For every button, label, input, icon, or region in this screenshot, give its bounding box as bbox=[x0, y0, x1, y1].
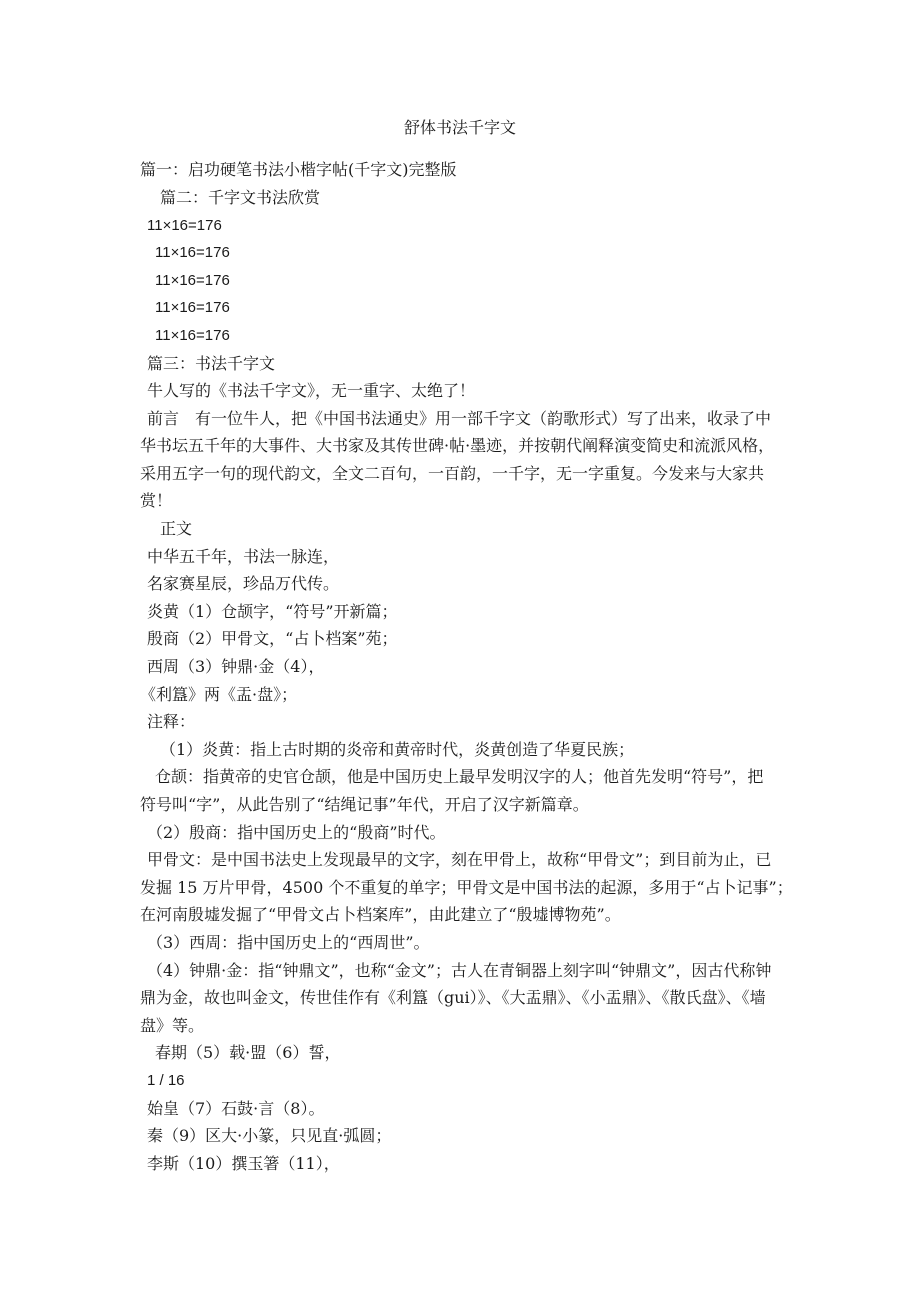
text-line: （1）炎黄：指上古时期的炎帝和黄帝时代，炎黄创造了华夏民族； bbox=[160, 740, 635, 759]
text-line: 篇二：千字文书法欣赏 bbox=[160, 188, 321, 207]
text-line: 牛人写的《书法千字文》，无一重字、太绝了！ bbox=[147, 381, 476, 400]
text-line: 盘》等。 bbox=[140, 1016, 205, 1035]
text-line: 11×16=176 bbox=[155, 327, 230, 344]
text-line: 赏！ bbox=[140, 491, 173, 510]
text-line: 殷商（2）甲骨文，“占卜档案”苑； bbox=[147, 629, 398, 648]
text-line: 11×16=176 bbox=[147, 217, 222, 234]
text-line: （2）殷商：指中国历史上的“殷商”时代。 bbox=[147, 823, 446, 842]
text-line: 鼎为金，故也叫金文，传世佳作有《利簋（gui）》、《大盂鼎》、《小盂鼎》、《散氏盘》、《墙 bbox=[140, 988, 766, 1007]
text-line: （4）钟鼎·金：指“钟鼎文”，也称“金文”；古人在青铜器上刻字叫“钟鼎文”，因古代称钟 bbox=[147, 961, 772, 980]
text-line: 李斯（10）撰玉箸（11）， bbox=[147, 1154, 340, 1173]
text-line: 华书坛五千年的大事件、大书家及其传世碑·帖·墨迹，并按朝代阐释演变简史和流派风格， bbox=[140, 436, 775, 455]
text-line: 11×16=176 bbox=[155, 244, 230, 261]
text-line: 《利簋》两《盂·盘》； bbox=[140, 685, 298, 704]
text-line: 11×16=176 bbox=[155, 299, 230, 316]
document-title: 舒体书法千字文 bbox=[403, 118, 516, 137]
text-line: 中华五千年，书法一脉连， bbox=[147, 547, 340, 566]
text-line: 仓颉：指黄帝的史官仓颉，他是中国历史上最早发明汉字的人；他首先发明“符号”，把 bbox=[155, 767, 764, 786]
page-number: 1 / 16 bbox=[147, 1072, 185, 1089]
text-line: 秦（9）区大·小篆，只见直·弧圆； bbox=[147, 1126, 392, 1145]
text-line: 符号叫“字”，从此告别了“结绳记事”年代，开启了汉字新篇章。 bbox=[140, 795, 589, 814]
text-line: 在河南殷墟发掘了“甲骨文占卜档案库”，由此建立了“殷墟博物苑”。 bbox=[140, 905, 621, 924]
text-line: 采用五字一句的现代韵文，全文二百句，一百韵，一千字，无一字重复。今发来与大家共 bbox=[140, 464, 765, 483]
text-line: 正文 bbox=[160, 519, 193, 538]
text-line: 发掘 15 万片甲骨，4500 个不重复的单字；甲骨文是中国书法的起源，多用于“占卜记事”； bbox=[140, 878, 793, 897]
text-line: 篇一：启功硬笔书法小楷字帖(千字文)完整版 bbox=[140, 160, 457, 179]
text-line: 炎黄（1）仓颉字，“符号”开新篇； bbox=[147, 602, 398, 621]
text-line: （3）西周：指中国历史上的“西周世”。 bbox=[147, 933, 430, 952]
text-line: 11×16=176 bbox=[155, 272, 230, 289]
text-line: 篇三：书法千字文 bbox=[147, 354, 276, 373]
text-line: 春期（5）载·盟（6）誓， bbox=[155, 1043, 341, 1062]
text-line: 始皇（7）石鼓·言（8）。 bbox=[147, 1099, 325, 1118]
text-line: 前言 有一位牛人，把《中国书法通史》用一部千字文（韵歌形式）写了出来，收录了中 bbox=[147, 409, 772, 428]
text-line: 注释： bbox=[147, 712, 196, 731]
text-line: 甲骨文：是中国书法史上发现最早的文字，刻在甲骨上，故称“甲骨文”；到目前为止，已 bbox=[147, 850, 772, 869]
text-line: 名家赛星辰，珍品万代传。 bbox=[147, 574, 340, 593]
text-line: 西周（3）钟鼎·金（4）， bbox=[147, 657, 325, 676]
